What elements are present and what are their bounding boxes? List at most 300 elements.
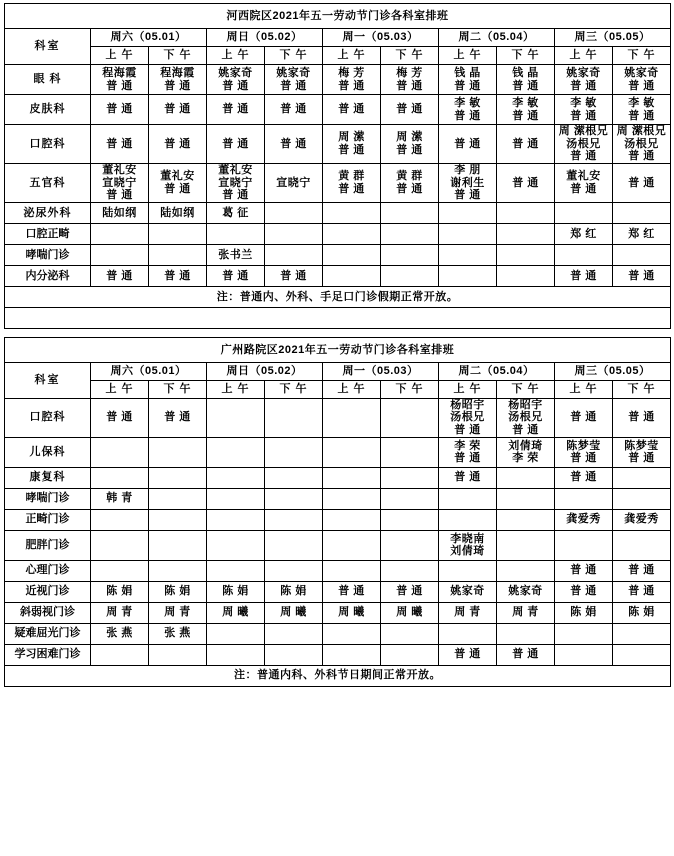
shift-cell xyxy=(381,223,439,244)
shift-cell xyxy=(207,437,265,467)
shift-cell xyxy=(91,560,149,581)
shift-cell xyxy=(497,202,555,223)
shift-text: 普 通 xyxy=(628,452,655,465)
ampm-am-wed-2: 上 午 xyxy=(555,380,613,398)
shift-cell xyxy=(91,398,149,437)
shift-cell xyxy=(613,265,671,286)
shift-text: 杨昭宇 xyxy=(450,398,485,411)
shift-text: 汤根兄 xyxy=(624,137,659,150)
table-row xyxy=(5,244,671,265)
shift-cell xyxy=(149,65,207,95)
shift-text: 普 通 xyxy=(164,79,191,92)
shift-text: 普 通 xyxy=(222,137,249,150)
shift-text: 谢利生 xyxy=(450,176,485,189)
shift-cell xyxy=(439,202,497,223)
shift-text: 普 通 xyxy=(454,424,481,437)
shift-cell xyxy=(497,623,555,644)
shift-cell xyxy=(323,623,381,644)
shift-cell xyxy=(497,163,555,202)
table-row xyxy=(5,467,671,488)
shift-cell xyxy=(91,644,149,665)
shift-text: 钱 晶 xyxy=(454,66,481,79)
shift-text: 普 通 xyxy=(280,79,307,92)
shift-cell xyxy=(497,644,555,665)
shift-text: 普 通 xyxy=(280,269,307,282)
shift-cell xyxy=(149,602,207,623)
shift-cell xyxy=(381,95,439,125)
ampm-pm-sat-2: 下 午 xyxy=(149,380,207,398)
shift-text: 普 通 xyxy=(164,269,191,282)
shift-text: 普 通 xyxy=(396,143,423,156)
shift-text: 普 通 xyxy=(454,189,481,202)
shift-text: 周 潆 xyxy=(338,131,365,144)
table-title-row xyxy=(5,4,671,29)
day-header-wed: 周三（05.05） xyxy=(555,29,671,47)
shift-cell xyxy=(497,244,555,265)
day-header-row-2 xyxy=(5,362,671,380)
ampm-am-sat: 上 午 xyxy=(91,47,149,65)
shift-text: 程海霞 xyxy=(160,66,195,79)
shift-text: 陈 娟 xyxy=(106,585,133,598)
shift-cell xyxy=(149,244,207,265)
shift-text: 刘倩琦 xyxy=(508,439,543,452)
shift-cell xyxy=(381,530,439,560)
shift-text: 李 敏 xyxy=(454,96,481,109)
shift-cell xyxy=(207,623,265,644)
shift-cell xyxy=(613,560,671,581)
shift-cell xyxy=(91,437,149,467)
shift-text: 普 通 xyxy=(454,452,481,465)
shift-cell xyxy=(265,244,323,265)
day-header-mon: 周一（05.03） xyxy=(323,29,439,47)
shift-cell xyxy=(207,125,265,164)
shift-cell xyxy=(91,623,149,644)
shift-cell xyxy=(497,95,555,125)
schedule-table-hexi xyxy=(4,3,671,329)
shift-text: 李 荣 xyxy=(454,439,481,452)
shift-text: 李 荣 xyxy=(512,452,539,465)
shift-text: 董礼安 xyxy=(218,163,253,176)
shift-cell xyxy=(207,488,265,509)
shift-text: 普 通 xyxy=(338,143,365,156)
shift-text: 普 通 xyxy=(164,137,191,150)
shift-cell xyxy=(265,65,323,95)
shift-cell xyxy=(265,125,323,164)
shift-cell xyxy=(265,223,323,244)
shift-text: 周 青 xyxy=(512,606,539,619)
shift-text: 普 通 xyxy=(396,103,423,116)
shift-text: 普 通 xyxy=(628,109,655,122)
shift-cell xyxy=(91,125,149,164)
shift-cell xyxy=(555,125,613,164)
dept-name-cell: 儿保科 xyxy=(5,437,91,467)
shift-text: 汤根兄 xyxy=(566,137,601,150)
shift-text: 普 通 xyxy=(570,79,597,92)
shift-text: 周 曦 xyxy=(338,606,365,619)
ampm-header-row xyxy=(5,47,671,65)
shift-cell xyxy=(207,398,265,437)
dept-name-cell: 斜弱视门诊 xyxy=(5,602,91,623)
shift-text: 普 通 xyxy=(628,411,655,424)
shift-cell xyxy=(613,163,671,202)
ampm-am-mon: 上 午 xyxy=(323,47,381,65)
day-header-tue: 周二（05.04） xyxy=(439,29,555,47)
shift-text: 郑 红 xyxy=(628,227,655,240)
shift-cell xyxy=(91,488,149,509)
shift-text: 普 通 xyxy=(106,137,133,150)
shift-text: 龚爱秀 xyxy=(566,513,601,526)
shift-text: 刘倩琦 xyxy=(450,545,485,558)
shift-cell xyxy=(555,560,613,581)
shift-text: 李晓南 xyxy=(450,532,485,545)
shift-cell xyxy=(265,202,323,223)
shift-cell xyxy=(149,467,207,488)
shift-cell xyxy=(207,467,265,488)
shift-cell xyxy=(497,509,555,530)
shift-cell xyxy=(323,560,381,581)
shift-cell xyxy=(497,560,555,581)
shift-cell xyxy=(439,265,497,286)
shift-text: 普 通 xyxy=(512,137,539,150)
shift-text: 李 朋 xyxy=(454,163,481,176)
table-row xyxy=(5,530,671,560)
shift-text: 龚爱秀 xyxy=(624,513,659,526)
shift-text: 姚家奇 xyxy=(624,66,659,79)
shift-cell xyxy=(207,530,265,560)
shift-text: 普 通 xyxy=(106,411,133,424)
shift-cell xyxy=(207,644,265,665)
day-header-sun: 周日（05.02） xyxy=(207,29,323,47)
shift-cell xyxy=(149,125,207,164)
shift-cell xyxy=(555,163,613,202)
shift-cell xyxy=(613,95,671,125)
shift-cell xyxy=(149,488,207,509)
table-row xyxy=(5,602,671,623)
day-header-row xyxy=(5,29,671,47)
shift-cell xyxy=(323,244,381,265)
ampm-pm-wed-2: 下 午 xyxy=(613,380,671,398)
shift-cell xyxy=(613,223,671,244)
shift-cell xyxy=(91,467,149,488)
table-row xyxy=(5,125,671,164)
shift-cell xyxy=(497,467,555,488)
shift-cell xyxy=(265,467,323,488)
shift-cell xyxy=(207,581,265,602)
schedule-body-hexi xyxy=(5,65,671,287)
shift-cell xyxy=(555,488,613,509)
shift-text: 普 通 xyxy=(570,411,597,424)
shift-text: 周 曦 xyxy=(280,606,307,619)
shift-cell xyxy=(439,244,497,265)
table-row xyxy=(5,163,671,202)
shift-cell xyxy=(613,202,671,223)
shift-cell xyxy=(555,509,613,530)
shift-cell xyxy=(381,488,439,509)
shift-cell xyxy=(497,265,555,286)
shift-text: 汤根兄 xyxy=(450,411,485,424)
shift-cell xyxy=(381,398,439,437)
shift-cell xyxy=(149,509,207,530)
shift-text: 周 青 xyxy=(164,606,191,619)
shift-text: 张 燕 xyxy=(106,627,133,640)
shift-text: 梅 芳 xyxy=(338,66,365,79)
shift-text: 普 通 xyxy=(628,269,655,282)
shift-text: 郑 红 xyxy=(570,227,597,240)
shift-cell xyxy=(149,581,207,602)
ampm-pm-sun: 下 午 xyxy=(265,47,323,65)
shift-cell xyxy=(207,244,265,265)
shift-text: 普 通 xyxy=(570,471,597,484)
note-hexi: 注：普通内、外科、手足口门诊假期正常开放。 xyxy=(5,286,671,307)
shift-cell xyxy=(149,398,207,437)
shift-text: 姚家奇 xyxy=(508,585,543,598)
table-title-row-2 xyxy=(5,337,671,362)
shift-cell xyxy=(207,65,265,95)
shift-text: 宣晓宁 xyxy=(276,176,311,189)
shift-cell xyxy=(439,488,497,509)
shift-cell xyxy=(439,223,497,244)
shift-cell xyxy=(555,467,613,488)
dept-name-cell: 眼 科 xyxy=(5,65,91,95)
shift-cell xyxy=(555,265,613,286)
ampm-pm-sat: 下 午 xyxy=(149,47,207,65)
shift-cell xyxy=(323,398,381,437)
shift-cell xyxy=(265,602,323,623)
shift-cell xyxy=(613,244,671,265)
shift-cell xyxy=(207,265,265,286)
shift-cell xyxy=(149,265,207,286)
shift-text: 普 通 xyxy=(338,103,365,116)
shift-cell xyxy=(497,437,555,467)
shift-text: 黄 群 xyxy=(396,170,423,183)
shift-text: 陆如纲 xyxy=(102,206,137,219)
shift-cell xyxy=(381,467,439,488)
shift-text: 陈 娟 xyxy=(628,606,655,619)
shift-cell xyxy=(613,65,671,95)
shift-cell xyxy=(439,509,497,530)
shift-cell xyxy=(265,265,323,286)
shift-cell xyxy=(265,509,323,530)
shift-text: 普 通 xyxy=(106,103,133,116)
dept-column-header-2: 科室 xyxy=(5,362,91,398)
page-title-hexi: 河西院区2021年五一劳动节门诊各科室排班 xyxy=(5,4,671,29)
page-title-guangzhoulu: 广州路院区2021年五一劳动节门诊各科室排班 xyxy=(5,337,671,362)
shift-text: 李 敏 xyxy=(570,96,597,109)
shift-cell xyxy=(207,560,265,581)
shift-text: 陆如纲 xyxy=(160,206,195,219)
shift-cell xyxy=(555,437,613,467)
shift-cell xyxy=(613,644,671,665)
shift-cell xyxy=(323,581,381,602)
ampm-am-mon-2: 上 午 xyxy=(323,380,381,398)
shift-cell xyxy=(555,530,613,560)
shift-cell xyxy=(323,125,381,164)
shift-cell xyxy=(149,437,207,467)
day-header-wed-2: 周三（05.05） xyxy=(555,362,671,380)
shift-text: 普 通 xyxy=(396,79,423,92)
shift-cell xyxy=(439,467,497,488)
ampm-am-wed: 上 午 xyxy=(555,47,613,65)
shift-cell xyxy=(323,467,381,488)
shift-text: 普 通 xyxy=(454,137,481,150)
shift-text: 董礼安 xyxy=(566,170,601,183)
shift-text: 姚家奇 xyxy=(276,66,311,79)
dept-name-cell: 学习困难门诊 xyxy=(5,644,91,665)
shift-text: 韩 青 xyxy=(106,492,133,505)
shift-text: 张书兰 xyxy=(218,248,253,261)
shift-text: 普 通 xyxy=(628,585,655,598)
shift-text: 普 通 xyxy=(164,411,191,424)
shift-cell xyxy=(91,265,149,286)
shift-cell xyxy=(381,509,439,530)
shift-cell xyxy=(613,509,671,530)
shift-text: 普 通 xyxy=(570,150,597,163)
shift-cell xyxy=(91,530,149,560)
dept-name-cell: 口腔正畸 xyxy=(5,223,91,244)
dept-name-cell: 五官科 xyxy=(5,163,91,202)
shift-cell xyxy=(323,488,381,509)
shift-text: 普 通 xyxy=(396,585,423,598)
table-row xyxy=(5,437,671,467)
dept-name-cell: 口腔科 xyxy=(5,125,91,164)
shift-cell xyxy=(381,265,439,286)
shift-text: 普 通 xyxy=(628,150,655,163)
shift-text: 普 通 xyxy=(512,109,539,122)
shift-text: 黄 群 xyxy=(338,170,365,183)
shift-text: 普 通 xyxy=(512,79,539,92)
shift-cell xyxy=(265,437,323,467)
shift-text: 张 燕 xyxy=(164,627,191,640)
shift-cell xyxy=(497,488,555,509)
shift-cell xyxy=(439,437,497,467)
note-guangzhoulu: 注：普通内科、外科节日期间正常开放。 xyxy=(5,665,671,686)
shift-cell xyxy=(381,202,439,223)
shift-cell xyxy=(613,602,671,623)
shift-text: 普 通 xyxy=(164,103,191,116)
dept-name-cell: 疑难屈光门诊 xyxy=(5,623,91,644)
shift-text: 普 通 xyxy=(512,648,539,661)
shift-cell xyxy=(381,244,439,265)
shift-cell xyxy=(323,163,381,202)
ampm-am-tue-2: 上 午 xyxy=(439,380,497,398)
shift-text: 普 通 xyxy=(164,182,191,195)
shift-text: 普 通 xyxy=(454,109,481,122)
shift-cell xyxy=(497,125,555,164)
shift-cell xyxy=(613,125,671,164)
table-row xyxy=(5,202,671,223)
shift-cell xyxy=(323,437,381,467)
shift-cell xyxy=(555,398,613,437)
shift-text: 陈 娟 xyxy=(164,585,191,598)
shift-cell xyxy=(497,398,555,437)
shift-cell xyxy=(207,223,265,244)
shift-cell xyxy=(613,488,671,509)
dept-name-cell: 哮喘门诊 xyxy=(5,488,91,509)
shift-cell xyxy=(323,530,381,560)
dept-name-cell: 正畸门诊 xyxy=(5,509,91,530)
shift-text: 普 通 xyxy=(454,471,481,484)
shift-text: 普 通 xyxy=(106,189,133,202)
ampm-header-row-2 xyxy=(5,380,671,398)
shift-cell xyxy=(323,509,381,530)
shift-cell xyxy=(323,65,381,95)
shift-cell xyxy=(323,644,381,665)
shift-cell xyxy=(555,623,613,644)
blank-cell xyxy=(5,307,671,328)
shift-text: 陈梦莹 xyxy=(566,439,601,452)
blank-row xyxy=(5,307,671,328)
shift-text: 姚家奇 xyxy=(450,585,485,598)
note-row-2 xyxy=(5,665,671,686)
shift-text: 梅 芳 xyxy=(396,66,423,79)
shift-cell xyxy=(497,602,555,623)
shift-cell xyxy=(613,398,671,437)
shift-cell xyxy=(149,623,207,644)
shift-cell xyxy=(439,163,497,202)
shift-cell xyxy=(265,163,323,202)
ampm-pm-wed: 下 午 xyxy=(613,47,671,65)
shift-text: 普 通 xyxy=(454,648,481,661)
shift-cell xyxy=(207,202,265,223)
shift-cell xyxy=(439,560,497,581)
shift-cell xyxy=(149,644,207,665)
shift-cell xyxy=(613,623,671,644)
shift-cell xyxy=(381,644,439,665)
table-row xyxy=(5,644,671,665)
shift-cell xyxy=(613,530,671,560)
shift-text: 普 通 xyxy=(570,585,597,598)
day-header-sat: 周六（05.01） xyxy=(91,29,207,47)
shift-cell xyxy=(555,223,613,244)
shift-cell xyxy=(91,509,149,530)
shift-cell xyxy=(323,202,381,223)
shift-text: 周 曦 xyxy=(222,606,249,619)
ampm-pm-mon-2: 下 午 xyxy=(381,380,439,398)
table-row xyxy=(5,488,671,509)
shift-cell xyxy=(381,581,439,602)
shift-text: 普 通 xyxy=(570,564,597,577)
shift-cell xyxy=(265,95,323,125)
shift-cell xyxy=(555,644,613,665)
shift-text: 李 敏 xyxy=(628,96,655,109)
shift-text: 普 通 xyxy=(512,424,539,437)
shift-cell xyxy=(497,530,555,560)
shift-cell xyxy=(149,202,207,223)
ampm-am-sun-2: 上 午 xyxy=(207,380,265,398)
shift-cell xyxy=(323,223,381,244)
shift-cell xyxy=(323,265,381,286)
shift-text: 葛 征 xyxy=(222,206,249,219)
shift-text: 普 通 xyxy=(512,176,539,189)
shift-cell xyxy=(381,125,439,164)
shift-cell xyxy=(555,244,613,265)
shift-cell xyxy=(439,623,497,644)
note-row xyxy=(5,286,671,307)
shift-cell xyxy=(381,623,439,644)
shift-cell xyxy=(439,125,497,164)
day-header-tue-2: 周二（05.04） xyxy=(439,362,555,380)
shift-text: 陈 娟 xyxy=(222,585,249,598)
shift-cell xyxy=(613,437,671,467)
shift-text: 普 通 xyxy=(570,182,597,195)
shift-text: 普 通 xyxy=(570,109,597,122)
schedule-body-guangzhoulu xyxy=(5,398,671,665)
shift-text: 周 潆根兄 xyxy=(616,125,667,137)
shift-text: 普 通 xyxy=(338,79,365,92)
shift-text: 陈 娟 xyxy=(570,606,597,619)
shift-text: 普 通 xyxy=(454,79,481,92)
table-gap xyxy=(4,329,670,337)
